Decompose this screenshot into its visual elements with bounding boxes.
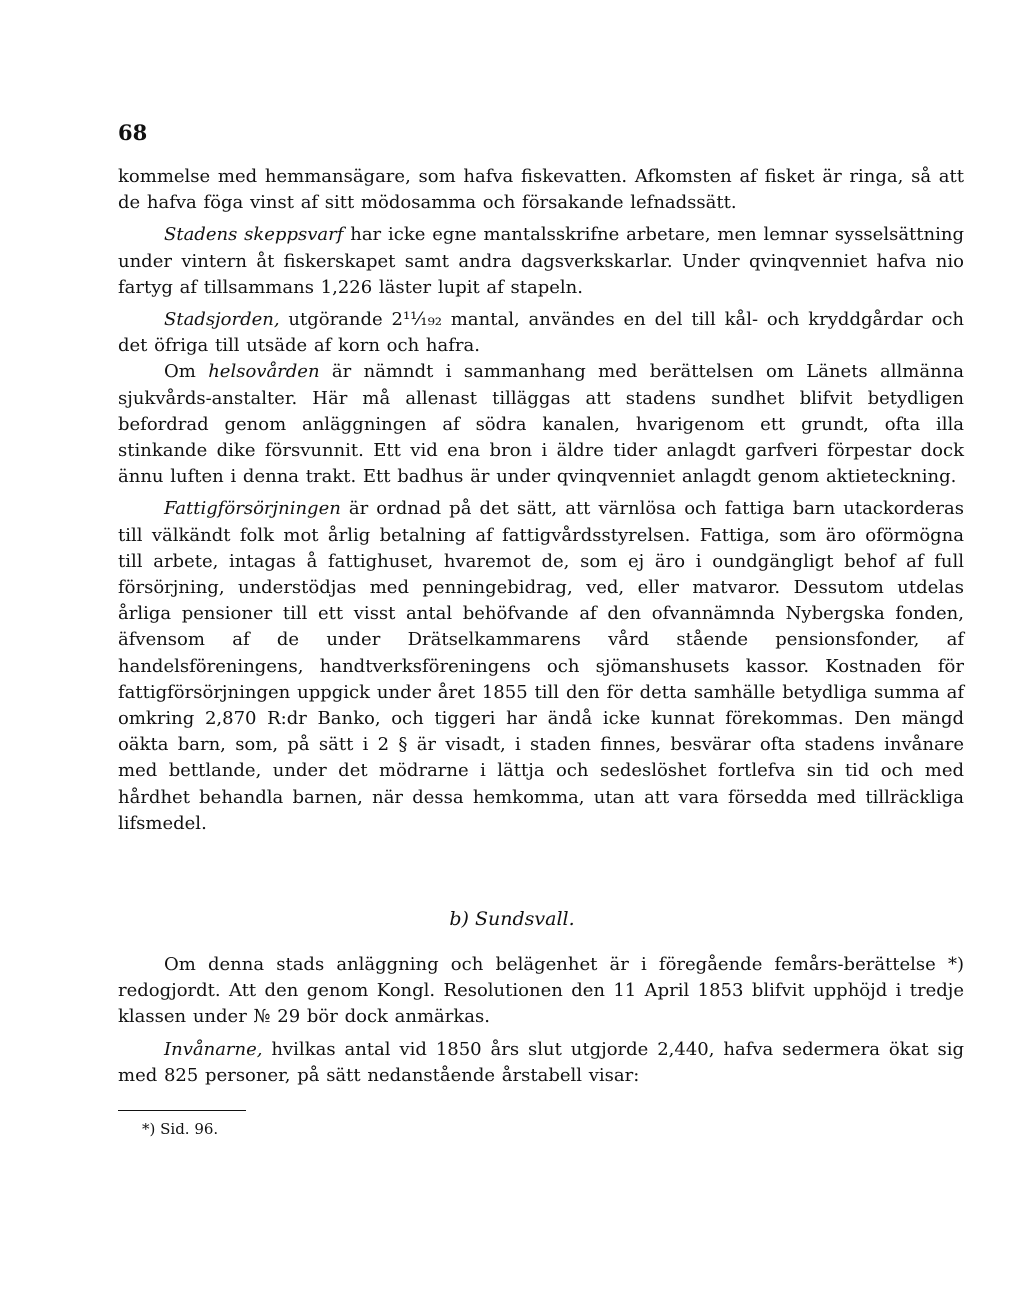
paragraph-text: är nämndt i sammanhang med berättelsen om Länets allmänna sjukvårds-anstalter. Här må allenast tilläggas att stadens sundhet blifvit betydligen befordrad genom anläggningen af södra kanalen, hvarigenom ett grundt, ofta illa stinkande dike försvunnit. Ett vid ena bron i äldre tider anlagdt garfveri förpestar dock ännu luften i denna trakt. Ett badhus är under qvinqvenniet anlagdt genom aktieteckning.	[118, 361, 965, 488]
paragraph-text: är ordnad på det sätt, att värnlösa och fattiga barn utackorderas till välkändt folk mot årlig betalning af fattigvårdsstyrelsen. Fattiga, som äro oförmögna till arbete, intagas å fattighuset, hvaremot de, som ej äro i oundgängligt behof af full försörjning, understödjas med penningebidrag, ved, eller matvaror. Dessutom utdelas årliga pensioner till ett visst antal behöfvande af den ofvannämnda Nybergska fonden, äfvensom af de under Drätselkammarens vård stående pensionsfonder, af handelsföreningens, handtverksföreningens och sjömanshusets kassor. Kostnaden för fattigförsörjningen uppgick under året 1855 till den för detta samhälle betydliga summa af omkring 2,870 R:dr Banko, och tiggeri har ändå icke kunnat förekommas. Den mängd oäkta barn, som, på sätt i 2 § är visadt, i staden finnes, besvärar ofta stadens invånare med bettlande, under det mödrarne i lättja och sedeslöshet fortlefva sin tid och med hårdhet behandla barnen, när dessa hemkomma, utan att vara försedda med tillräckliga lifsmedel.	[118, 498, 964, 834]
paragraph-shipyard	[118, 222, 964, 301]
paragraph-inhabitants	[118, 1037, 964, 1089]
paragraph-text: har icke egne mantalsskrifne arbetare, men lemnar sysselsättning under vintern åt fiskerskapet samt andra dagsverkskarlar. Under qvinqvenniet hafva nio fartyg af tillsammans 1,226 läster lupit af stapeln.	[118, 224, 964, 298]
paragraph-lead: Invånarne,	[164, 1038, 263, 1060]
paragraph-sundsvall-intro	[118, 952, 964, 1031]
footnote: *) Sid. 96.	[142, 1120, 219, 1138]
paragraph-text: kommelse med hemmansägare, som hafva fiskevatten. Afkomsten af fisket är ringa, så att de hafva föga vinst af sitt mödosamma och försakande lefnadssätt.	[118, 166, 964, 214]
paragraph-text-before: Om	[164, 361, 209, 383]
paragraph-lead: Stadens skeppsvarf	[164, 224, 344, 246]
page-number: 68	[118, 120, 148, 145]
paragraph-town-land	[118, 307, 964, 359]
paragraph-lead: Fattigförsörjningen	[164, 498, 341, 520]
body-text-part-2	[118, 952, 964, 1089]
body-text-part-1	[118, 164, 964, 837]
paragraph-poor-relief	[118, 496, 964, 837]
paragraph-italic-term: helsovården	[208, 361, 320, 383]
paragraph-fishing	[118, 164, 964, 216]
section-heading: b) Sundsvall.	[449, 908, 575, 930]
paragraph-lead: Stadsjorden,	[164, 309, 280, 331]
paragraph-text: hvilkas antal vid 1850 års slut utgjorde 2,440, hafva sedermera ökat sig med 825 personer, på sätt nedanstående årstabell visar:	[118, 1038, 964, 1086]
footnote-divider	[118, 1110, 246, 1111]
paragraph-text: utgörande 2¹¹⁄₁₉₂ mantal, användes en del till kål- och kryddgårdar och det öfriga till utsäde af korn och hafra.	[118, 309, 964, 357]
paragraph-health	[118, 359, 964, 490]
paragraph-text: Om denna stads anläggning och belägenhet är i föregående femårs-berättelse *) redogjordt. Att den genom Kongl. Resolutionen den 11 April 1853 blifvit upphöjd i tredje klassen under № 29 bör dock anmärkas.	[118, 954, 964, 1028]
